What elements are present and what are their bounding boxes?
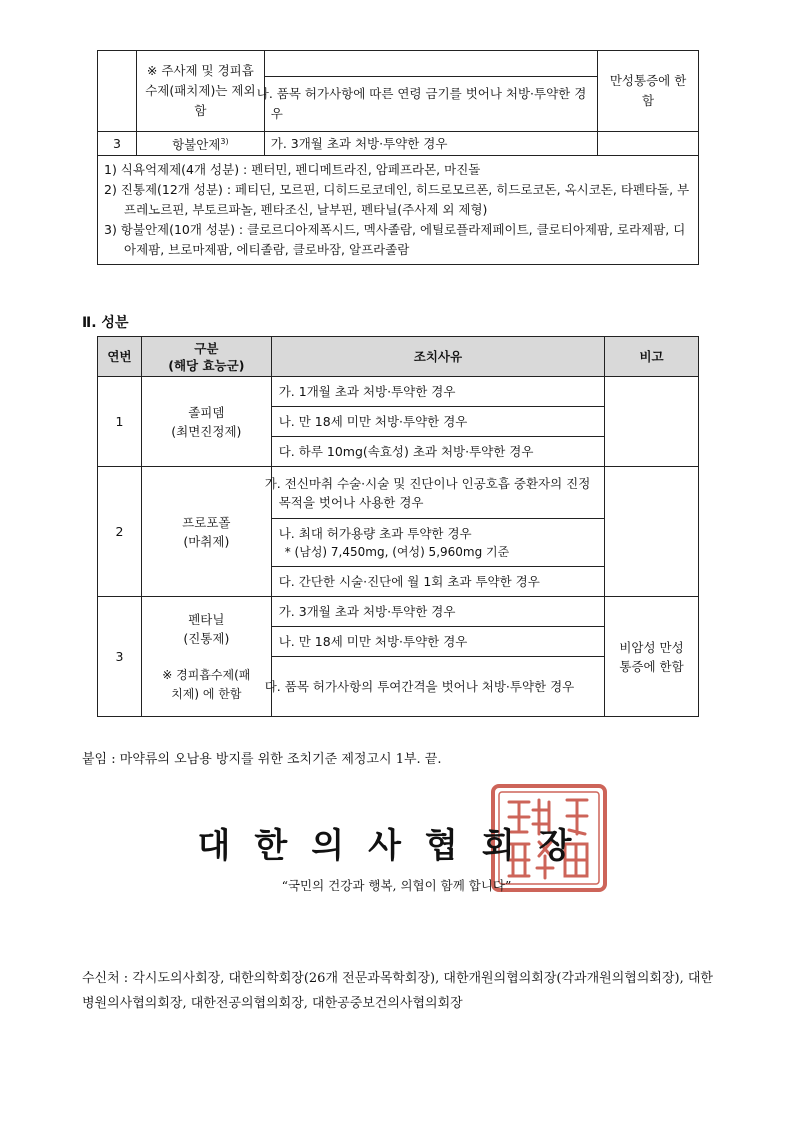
remark-chronic-pain: 만성통증에 한함 xyxy=(598,51,699,132)
spacer xyxy=(149,648,264,666)
reason-item: 가. 1개월 초과 처방·투약한 경우 xyxy=(271,377,604,407)
ingredient-name: 펜타닐 xyxy=(188,611,225,627)
footnotes xyxy=(98,156,699,265)
recipients: 수신처 : 각시도의사회장, 대한의학회장(26개 전문과목학회장), 대한개원의협의회장(각과개원의협의회장), 대한병원의사협의회장, 대한전공의협의회장, 대한공중보건의사협의회장 xyxy=(82,971,713,1011)
reason-item: 가. 3개월 초과 처방·투약한 경우 xyxy=(271,597,604,627)
reason-text: 나. 최대 허가용량 초과 투약한 경우 xyxy=(278,525,472,541)
exclusion-note: ※ 경피흡수제(패치제) 에 한함 xyxy=(162,667,251,701)
header-category xyxy=(141,337,271,377)
category-anxiolytic xyxy=(136,132,264,156)
dose-note: * (남성) 7,450mg, (여성) 5,960mg 기준 xyxy=(284,544,510,559)
remark-empty xyxy=(605,467,699,597)
header-category-sub: (해당 효능군) xyxy=(168,357,245,373)
reason-age-contraindication: 나. 품목 허가사항에 따른 연령 금기를 벗어나 처방·투약한 경우 xyxy=(264,77,597,132)
table-cell-empty xyxy=(598,132,699,156)
reason-item-with-note xyxy=(271,519,604,567)
ingredient-table xyxy=(97,336,699,717)
attachment-line: 붙임 : 마약류의 오남용 방지를 위한 조치기준 제정고시 1부. 끝. xyxy=(82,752,442,767)
reason-item: 나. 만 18세 미만 처방·투약한 경우 xyxy=(271,407,604,437)
table-cell-empty xyxy=(98,51,137,132)
footnote-ref: 3) xyxy=(220,137,229,146)
ingredient-zolpidem xyxy=(141,377,271,467)
ingredient-group: (최면진정제) xyxy=(171,423,242,439)
row-number: 3 xyxy=(98,597,142,717)
reason-item: 가. 전신마취 수술·시술 및 진단이나 인공호흡 중환자의 진정 목적을 벗어나 사용한 경우 xyxy=(271,467,604,519)
header-num: 연번 xyxy=(98,337,142,377)
reason-item: 다. 간단한 시술·진단에 월 1회 초과 투약한 경우 xyxy=(271,567,604,597)
reason-3-month: 가. 3개월 초과 처방·투약한 경우 xyxy=(264,132,597,156)
ingredient-fentanyl xyxy=(141,597,271,717)
row-number: 3 xyxy=(98,132,137,156)
footnote-2: 2) 진통제(12개 성분) : 페티딘, 모르핀, 디히드로코데인, 히드로모르폰, 히드로코돈, 옥시코돈, 타펜타돌, 부프레노르핀, 부토르파놀, 펜타조신, 날부핀, 펜타닐(주사제 외 제형) xyxy=(104,182,690,218)
header-remark: 비고 xyxy=(605,337,699,377)
footnote-3: 3) 항불안제(10개 성분) : 클로르디아제폭시드, 멕사졸람, 에틸로플라제페이트, 클로티아제팜, 로라제팜, 디아제팜, 브로마제팜, 에티졸람, 클로바잠, 알프라졸람 xyxy=(104,222,686,258)
header-reason: 조치사유 xyxy=(271,337,604,377)
table-cell-empty xyxy=(264,51,597,77)
slogan: “국민의 건강과 행복, 의협이 함께 합니다” xyxy=(281,878,512,893)
organization-name: 대한의사협회장 xyxy=(197,826,596,866)
exclusion-note: ※ 주사제 및 경피흡수제(패치제)는 제외함 xyxy=(136,51,264,132)
category-name: 항불안제 xyxy=(172,137,221,153)
row-number: 1 xyxy=(98,377,142,467)
footnote-1: 1) 식욕억제제(4개 성분) : 펜터민, 펜디메트라진, 암페프라몬, 마진돌 xyxy=(104,162,481,178)
ingredient-name: 프로포폴 xyxy=(182,514,231,530)
remark-non-cancer-pain: 비암성 만성통증에 한함 xyxy=(605,597,699,717)
remark-empty xyxy=(605,377,699,467)
row-number: 2 xyxy=(98,467,142,597)
drug-category-table-continued xyxy=(97,50,699,265)
section-title: Ⅱ. 성분 xyxy=(82,315,129,331)
reason-item: 다. 하루 10mg(속효성) 초과 처방·투약한 경우 xyxy=(271,437,604,467)
ingredient-name: 졸피뎀 xyxy=(188,404,225,420)
header-category-main: 구분 xyxy=(194,340,219,356)
reason-item: 나. 만 18세 미만 처방·투약한 경우 xyxy=(271,627,604,657)
ingredient-group: (마취제) xyxy=(183,533,230,549)
ingredient-group: (진통제) xyxy=(183,630,230,646)
reason-item: 다. 품목 허가사항의 투여간격을 벗어나 처방·투약한 경우 xyxy=(271,657,604,717)
ingredient-propofol xyxy=(141,467,271,597)
